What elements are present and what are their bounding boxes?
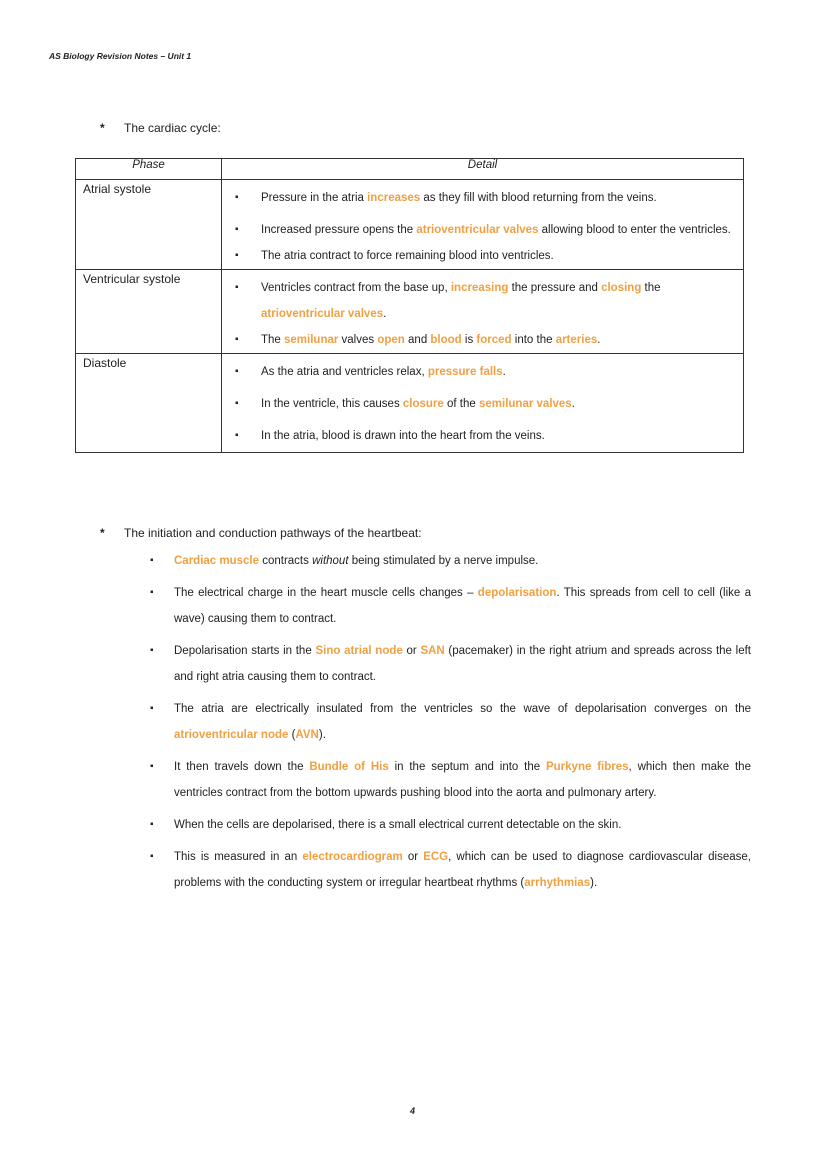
text-run: Pressure in the atria bbox=[261, 192, 368, 204]
text-run: into the bbox=[511, 334, 556, 346]
table-row bbox=[76, 180, 744, 270]
text-run: valves bbox=[338, 334, 378, 346]
text-run: ( bbox=[288, 729, 296, 741]
detail-item bbox=[222, 185, 743, 211]
detail-item bbox=[222, 423, 743, 449]
highlighted-term: blood bbox=[430, 334, 462, 346]
text-run: , which can be used to diagnose cardiovascular disease, problems with the conducting system or irregular heartbeat rhythms ( bbox=[174, 851, 751, 889]
highlighted-term: SAN bbox=[420, 645, 445, 657]
highlighted-term: forced bbox=[476, 334, 512, 346]
highlighted-term: Bundle of His bbox=[309, 761, 389, 773]
highlighted-term: closing bbox=[601, 282, 642, 294]
cardiac-cycle-table bbox=[75, 158, 744, 453]
text-run: The bbox=[261, 334, 285, 346]
text-run: The atria contract to force remaining blood into ventricles. bbox=[261, 250, 554, 262]
section-conduction-pathways bbox=[100, 526, 422, 540]
highlighted-term: Sino atrial node bbox=[315, 645, 403, 657]
table-row bbox=[76, 354, 744, 453]
highlighted-term: arteries bbox=[555, 334, 598, 346]
phase-cell: Ventricular systole bbox=[76, 270, 222, 354]
highlighted-term: increasing bbox=[450, 282, 509, 294]
text-run: . bbox=[571, 398, 575, 410]
conduction-pathway-list bbox=[150, 548, 751, 902]
text-run: When the cells are depolarised, there is a small electrical current detectable on the skin. bbox=[174, 819, 622, 831]
highlighted-term: atrioventricular node bbox=[174, 729, 289, 741]
page-number: 4 bbox=[410, 1106, 416, 1116]
highlighted-term: semilunar bbox=[284, 334, 339, 346]
text-run: is bbox=[461, 334, 477, 346]
text-run: and bbox=[404, 334, 431, 346]
phase-cell: Atrial systole bbox=[76, 180, 222, 270]
text-run: the bbox=[641, 282, 661, 294]
detail-item bbox=[222, 327, 743, 353]
detail-item bbox=[222, 243, 743, 269]
detail-item bbox=[222, 359, 743, 385]
highlighted-term: depolarisation bbox=[477, 587, 557, 599]
list-item bbox=[150, 638, 751, 690]
highlighted-term: atrioventricular valves bbox=[261, 308, 384, 320]
text-run: This is measured in an bbox=[174, 851, 303, 863]
text-run: of the bbox=[443, 398, 479, 410]
document-header: AS Biology Revision Notes – Unit 1 bbox=[49, 51, 192, 61]
column-header-phase: Phase bbox=[76, 159, 222, 180]
text-run: or bbox=[402, 851, 424, 863]
text-run: (pacemaker) in the right atrium and spreads across the left and right atria causing them to contract. bbox=[174, 645, 751, 683]
highlighted-term: increases bbox=[367, 192, 421, 204]
text-run: . bbox=[502, 366, 506, 378]
text-run: It then travels down the bbox=[174, 761, 310, 773]
text-run: ). bbox=[318, 729, 326, 741]
text-run: being stimulated by a nerve impulse. bbox=[348, 555, 539, 567]
text-run: The atria are electrically insulated from the ventricles so the wave of depolarisation converges on the bbox=[174, 703, 751, 715]
text-run: as they fill with blood returning from the veins. bbox=[420, 192, 657, 204]
highlighted-term: semilunar valves bbox=[479, 398, 572, 410]
text-run: As the atria and ventricles relax, bbox=[261, 366, 428, 378]
text-run: . bbox=[597, 334, 601, 346]
text-run: Increased pressure opens the bbox=[261, 224, 417, 236]
detail-item bbox=[222, 217, 743, 243]
highlighted-term: AVN bbox=[295, 729, 319, 741]
text-run: allowing blood to enter the ventricles. bbox=[538, 224, 731, 236]
highlighted-term: open bbox=[377, 334, 405, 346]
detail-item bbox=[222, 391, 743, 417]
text-run: . This spreads from cell to cell (like a wave) causing them to contract. bbox=[174, 587, 751, 625]
list-item bbox=[150, 844, 751, 896]
detail-cell bbox=[222, 354, 744, 453]
highlighted-term: atrioventricular valves bbox=[416, 224, 539, 236]
text-run: or bbox=[402, 645, 421, 657]
detail-item bbox=[222, 275, 743, 327]
text-run: , which then make the ventricles contract from the bottom upwards pushing blood into the aorta and pulmonary artery. bbox=[174, 761, 751, 799]
text-run: in the septum and into the bbox=[388, 761, 546, 773]
list-item bbox=[150, 580, 751, 632]
highlighted-term: electrocardiogram bbox=[302, 851, 403, 863]
column-header-detail: Detail bbox=[222, 159, 744, 180]
text-run: ). bbox=[590, 877, 598, 889]
highlighted-term: Cardiac muscle bbox=[174, 555, 260, 567]
highlighted-term: ECG bbox=[423, 851, 449, 863]
phase-cell: Diastole bbox=[76, 354, 222, 453]
section-cardiac-cycle bbox=[100, 121, 221, 135]
asterisk-bullet-icon: * bbox=[100, 121, 105, 135]
detail-cell bbox=[222, 180, 744, 270]
highlighted-term: arrhythmias bbox=[524, 877, 591, 889]
text-run: In the atria, blood is drawn into the heart from the veins. bbox=[261, 430, 545, 442]
detail-cell bbox=[222, 270, 744, 354]
text-run: Ventricles contract from the base up, bbox=[261, 282, 451, 294]
highlighted-term: pressure falls bbox=[427, 366, 503, 378]
list-item bbox=[150, 548, 751, 574]
highlighted-term: Purkyne fibres bbox=[545, 761, 629, 773]
table-row bbox=[76, 270, 744, 354]
emphasis-text: without bbox=[312, 555, 349, 567]
text-run: the pressure and bbox=[508, 282, 602, 294]
list-item bbox=[150, 812, 751, 838]
text-run: . bbox=[383, 308, 387, 320]
asterisk-bullet-icon: * bbox=[100, 526, 105, 540]
list-item bbox=[150, 754, 751, 806]
table-header-row bbox=[76, 159, 744, 180]
text-run: Depolarisation starts in the bbox=[174, 645, 316, 657]
text-run: The electrical charge in the heart muscle cells changes – bbox=[174, 587, 478, 599]
text-run: contracts bbox=[259, 555, 313, 567]
section-title: The initiation and conduction pathways of the heartbeat: bbox=[124, 526, 422, 540]
text-run: In the ventricle, this causes bbox=[261, 398, 403, 410]
section-title: The cardiac cycle: bbox=[124, 121, 221, 135]
highlighted-term: closure bbox=[402, 398, 444, 410]
list-item bbox=[150, 696, 751, 748]
